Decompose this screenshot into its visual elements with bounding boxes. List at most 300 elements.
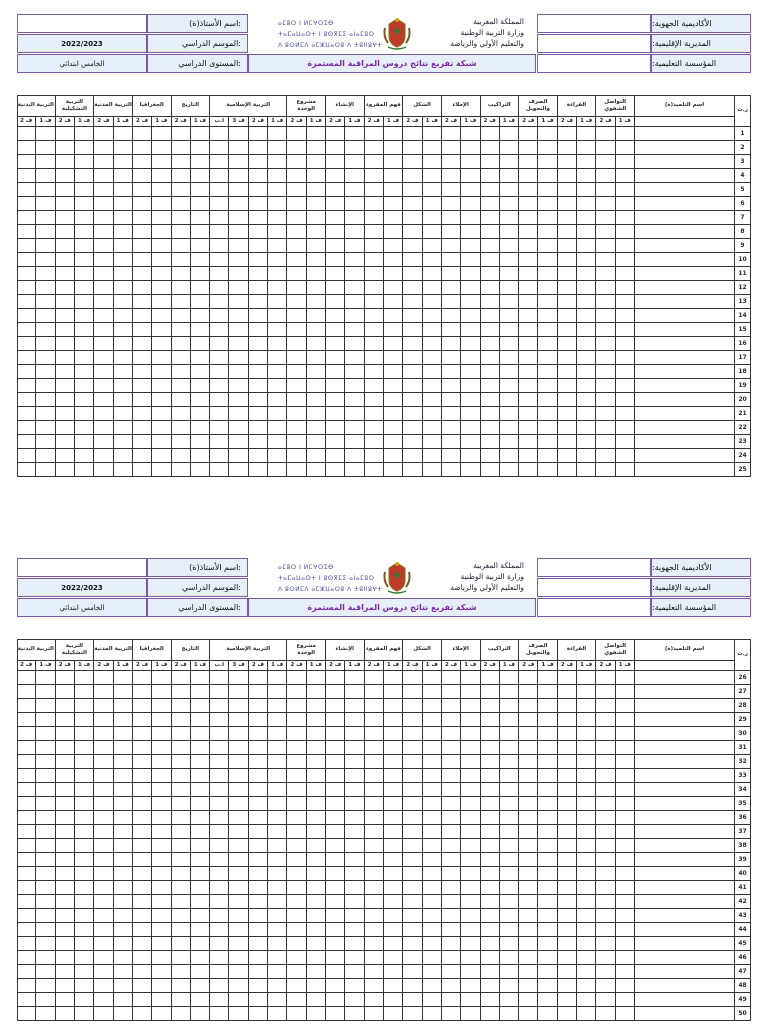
grade-cell[interactable] <box>152 267 171 281</box>
grade-cell[interactable] <box>442 727 461 741</box>
grade-cell[interactable] <box>558 923 577 937</box>
grade-cell[interactable] <box>210 449 229 463</box>
grade-cell[interactable] <box>133 141 152 155</box>
grade-cell[interactable] <box>345 169 364 183</box>
grade-cell[interactable] <box>307 839 326 853</box>
grade-cell[interactable] <box>56 825 75 839</box>
grade-cell[interactable] <box>461 309 480 323</box>
grade-cell[interactable] <box>345 239 364 253</box>
grade-cell[interactable] <box>17 895 36 909</box>
grade-cell[interactable] <box>210 197 229 211</box>
teacher-name-field[interactable] <box>17 14 147 33</box>
grade-cell[interactable] <box>442 937 461 951</box>
grade-cell[interactable] <box>384 923 403 937</box>
grade-cell[interactable] <box>616 825 635 839</box>
grade-cell[interactable] <box>249 435 268 449</box>
grade-cell[interactable] <box>403 881 422 895</box>
grade-cell[interactable] <box>94 839 113 853</box>
grade-cell[interactable] <box>481 825 500 839</box>
grade-cell[interactable] <box>365 295 384 309</box>
grade-cell[interactable] <box>538 741 557 755</box>
grade-cell[interactable] <box>538 685 557 699</box>
grade-cell[interactable] <box>403 1007 422 1021</box>
grade-cell[interactable] <box>191 267 210 281</box>
grade-cell[interactable] <box>538 309 557 323</box>
grade-cell[interactable] <box>345 685 364 699</box>
grade-cell[interactable] <box>577 239 596 253</box>
grade-cell[interactable] <box>307 853 326 867</box>
grade-cell[interactable] <box>133 421 152 435</box>
grade-cell[interactable] <box>152 951 171 965</box>
grade-cell[interactable] <box>229 993 248 1007</box>
grade-cell[interactable] <box>558 351 577 365</box>
grade-cell[interactable] <box>36 351 55 365</box>
grade-cell[interactable] <box>249 853 268 867</box>
grade-cell[interactable] <box>249 783 268 797</box>
grade-cell[interactable] <box>403 449 422 463</box>
grade-cell[interactable] <box>210 671 229 685</box>
grade-cell[interactable] <box>423 379 442 393</box>
grade-cell[interactable] <box>210 881 229 895</box>
grade-cell[interactable] <box>114 225 133 239</box>
grade-cell[interactable] <box>191 727 210 741</box>
grade-cell[interactable] <box>558 435 577 449</box>
grade-cell[interactable] <box>133 253 152 267</box>
grade-cell[interactable] <box>133 155 152 169</box>
grade-cell[interactable] <box>442 253 461 267</box>
grade-cell[interactable] <box>442 267 461 281</box>
grade-cell[interactable] <box>616 323 635 337</box>
grade-cell[interactable] <box>326 937 345 951</box>
grade-cell[interactable] <box>268 853 287 867</box>
grade-cell[interactable] <box>616 755 635 769</box>
grade-cell[interactable] <box>558 323 577 337</box>
grade-cell[interactable] <box>172 797 191 811</box>
grade-cell[interactable] <box>423 281 442 295</box>
grade-cell[interactable] <box>403 183 422 197</box>
student-name-cell[interactable] <box>635 449 735 463</box>
student-name-cell[interactable] <box>635 699 735 713</box>
student-name-cell[interactable] <box>635 881 735 895</box>
grade-cell[interactable] <box>75 169 94 183</box>
grade-cell[interactable] <box>326 155 345 169</box>
grade-cell[interactable] <box>403 393 422 407</box>
grade-cell[interactable] <box>172 1007 191 1021</box>
grade-cell[interactable] <box>519 699 538 713</box>
grade-cell[interactable] <box>152 211 171 225</box>
grade-cell[interactable] <box>133 407 152 421</box>
grade-cell[interactable] <box>461 699 480 713</box>
grade-cell[interactable] <box>307 435 326 449</box>
grade-cell[interactable] <box>56 239 75 253</box>
student-name-cell[interactable] <box>635 951 735 965</box>
grade-cell[interactable] <box>94 909 113 923</box>
grade-cell[interactable] <box>384 155 403 169</box>
grade-cell[interactable] <box>326 979 345 993</box>
grade-cell[interactable] <box>268 449 287 463</box>
grade-cell[interactable] <box>249 351 268 365</box>
grade-cell[interactable] <box>249 965 268 979</box>
grade-cell[interactable] <box>500 463 519 477</box>
grade-cell[interactable] <box>596 1007 615 1021</box>
grade-cell[interactable] <box>249 449 268 463</box>
grade-cell[interactable] <box>36 239 55 253</box>
grade-cell[interactable] <box>384 671 403 685</box>
grade-cell[interactable] <box>403 407 422 421</box>
grade-cell[interactable] <box>519 323 538 337</box>
grade-cell[interactable] <box>577 993 596 1007</box>
grade-cell[interactable] <box>365 351 384 365</box>
grade-cell[interactable] <box>538 993 557 1007</box>
grade-cell[interactable] <box>133 895 152 909</box>
grade-cell[interactable] <box>596 993 615 1007</box>
grade-cell[interactable] <box>210 337 229 351</box>
grade-cell[interactable] <box>287 351 306 365</box>
grade-cell[interactable] <box>307 727 326 741</box>
grade-cell[interactable] <box>423 755 442 769</box>
grade-cell[interactable] <box>75 895 94 909</box>
grade-cell[interactable] <box>461 169 480 183</box>
grade-cell[interactable] <box>500 295 519 309</box>
grade-cell[interactable] <box>577 253 596 267</box>
grade-cell[interactable] <box>596 825 615 839</box>
grade-cell[interactable] <box>36 393 55 407</box>
grade-cell[interactable] <box>229 183 248 197</box>
grade-cell[interactable] <box>423 853 442 867</box>
grade-cell[interactable] <box>442 839 461 853</box>
grade-cell[interactable] <box>210 993 229 1007</box>
grade-cell[interactable] <box>17 979 36 993</box>
grade-cell[interactable] <box>229 671 248 685</box>
student-name-cell[interactable] <box>635 797 735 811</box>
grade-cell[interactable] <box>36 797 55 811</box>
grade-cell[interactable] <box>519 337 538 351</box>
grade-cell[interactable] <box>500 435 519 449</box>
grade-cell[interactable] <box>365 197 384 211</box>
grade-cell[interactable] <box>519 979 538 993</box>
grade-cell[interactable] <box>210 713 229 727</box>
grade-cell[interactable] <box>114 267 133 281</box>
grade-cell[interactable] <box>616 783 635 797</box>
grade-cell[interactable] <box>596 239 615 253</box>
grade-cell[interactable] <box>249 267 268 281</box>
grade-cell[interactable] <box>249 281 268 295</box>
grade-cell[interactable] <box>287 671 306 685</box>
grade-cell[interactable] <box>210 769 229 783</box>
grade-cell[interactable] <box>442 965 461 979</box>
grade-cell[interactable] <box>326 797 345 811</box>
grade-cell[interactable] <box>307 811 326 825</box>
grade-cell[interactable] <box>249 463 268 477</box>
grade-cell[interactable] <box>558 881 577 895</box>
grade-cell[interactable] <box>538 225 557 239</box>
grade-cell[interactable] <box>616 379 635 393</box>
grade-cell[interactable] <box>191 797 210 811</box>
grade-cell[interactable] <box>481 421 500 435</box>
grade-cell[interactable] <box>56 379 75 393</box>
grade-cell[interactable] <box>229 351 248 365</box>
grade-cell[interactable] <box>481 867 500 881</box>
grade-cell[interactable] <box>210 267 229 281</box>
grade-cell[interactable] <box>36 365 55 379</box>
grade-cell[interactable] <box>538 253 557 267</box>
grade-cell[interactable] <box>56 755 75 769</box>
grade-cell[interactable] <box>17 141 36 155</box>
grade-cell[interactable] <box>114 993 133 1007</box>
grade-cell[interactable] <box>172 811 191 825</box>
grade-cell[interactable] <box>307 253 326 267</box>
grade-cell[interactable] <box>538 783 557 797</box>
grade-cell[interactable] <box>307 225 326 239</box>
grade-cell[interactable] <box>152 239 171 253</box>
grade-cell[interactable] <box>307 671 326 685</box>
grade-cell[interactable] <box>326 755 345 769</box>
grade-cell[interactable] <box>114 449 133 463</box>
grade-cell[interactable] <box>75 685 94 699</box>
grade-cell[interactable] <box>36 769 55 783</box>
grade-cell[interactable] <box>519 923 538 937</box>
grade-cell[interactable] <box>287 449 306 463</box>
grade-cell[interactable] <box>133 727 152 741</box>
student-name-cell[interactable] <box>635 713 735 727</box>
grade-cell[interactable] <box>36 267 55 281</box>
grade-cell[interactable] <box>133 351 152 365</box>
grade-cell[interactable] <box>326 463 345 477</box>
grade-cell[interactable] <box>172 881 191 895</box>
grade-cell[interactable] <box>133 183 152 197</box>
grade-cell[interactable] <box>36 1007 55 1021</box>
grade-cell[interactable] <box>17 671 36 685</box>
grade-cell[interactable] <box>384 197 403 211</box>
grade-cell[interactable] <box>616 769 635 783</box>
grade-cell[interactable] <box>17 309 36 323</box>
grade-cell[interactable] <box>287 211 306 225</box>
grade-cell[interactable] <box>36 895 55 909</box>
grade-cell[interactable] <box>94 365 113 379</box>
grade-cell[interactable] <box>229 923 248 937</box>
grade-cell[interactable] <box>423 699 442 713</box>
grade-cell[interactable] <box>114 783 133 797</box>
grade-cell[interactable] <box>384 267 403 281</box>
grade-cell[interactable] <box>442 993 461 1007</box>
student-name-cell[interactable] <box>635 211 735 225</box>
grade-cell[interactable] <box>326 435 345 449</box>
grade-cell[interactable] <box>384 393 403 407</box>
grade-cell[interactable] <box>287 797 306 811</box>
grade-cell[interactable] <box>538 155 557 169</box>
grade-cell[interactable] <box>36 825 55 839</box>
grade-cell[interactable] <box>481 895 500 909</box>
grade-cell[interactable] <box>519 1007 538 1021</box>
grade-cell[interactable] <box>172 253 191 267</box>
grade-cell[interactable] <box>616 839 635 853</box>
grade-cell[interactable] <box>616 225 635 239</box>
grade-cell[interactable] <box>229 323 248 337</box>
grade-cell[interactable] <box>403 239 422 253</box>
grade-cell[interactable] <box>326 351 345 365</box>
grade-cell[interactable] <box>577 867 596 881</box>
grade-cell[interactable] <box>268 909 287 923</box>
grade-cell[interactable] <box>345 211 364 225</box>
grade-cell[interactable] <box>133 1007 152 1021</box>
grade-cell[interactable] <box>152 351 171 365</box>
grade-cell[interactable] <box>616 337 635 351</box>
grade-cell[interactable] <box>519 769 538 783</box>
grade-cell[interactable] <box>326 309 345 323</box>
grade-cell[interactable] <box>461 225 480 239</box>
grade-cell[interactable] <box>596 895 615 909</box>
grade-cell[interactable] <box>365 881 384 895</box>
grade-cell[interactable] <box>152 685 171 699</box>
grade-cell[interactable] <box>210 435 229 449</box>
grade-cell[interactable] <box>596 379 615 393</box>
grade-cell[interactable] <box>56 155 75 169</box>
grade-cell[interactable] <box>172 923 191 937</box>
grade-cell[interactable] <box>461 127 480 141</box>
grade-cell[interactable] <box>461 211 480 225</box>
grade-cell[interactable] <box>229 281 248 295</box>
grade-cell[interactable] <box>229 141 248 155</box>
grade-cell[interactable] <box>403 267 422 281</box>
grade-cell[interactable] <box>17 435 36 449</box>
grade-cell[interactable] <box>538 183 557 197</box>
grade-cell[interactable] <box>384 295 403 309</box>
grade-cell[interactable] <box>75 141 94 155</box>
grade-cell[interactable] <box>94 881 113 895</box>
grade-cell[interactable] <box>596 699 615 713</box>
grade-cell[interactable] <box>596 881 615 895</box>
grade-cell[interactable] <box>229 839 248 853</box>
grade-cell[interactable] <box>365 909 384 923</box>
grade-cell[interactable] <box>36 169 55 183</box>
grade-cell[interactable] <box>75 421 94 435</box>
grade-cell[interactable] <box>461 379 480 393</box>
grade-cell[interactable] <box>500 393 519 407</box>
grade-cell[interactable] <box>596 685 615 699</box>
grade-cell[interactable] <box>558 741 577 755</box>
grade-cell[interactable] <box>75 183 94 197</box>
grade-cell[interactable] <box>94 671 113 685</box>
grade-cell[interactable] <box>403 323 422 337</box>
grade-cell[interactable] <box>558 1007 577 1021</box>
grade-cell[interactable] <box>481 253 500 267</box>
grade-cell[interactable] <box>94 239 113 253</box>
grade-cell[interactable] <box>384 797 403 811</box>
grade-cell[interactable] <box>17 755 36 769</box>
grade-cell[interactable] <box>384 309 403 323</box>
grade-cell[interactable] <box>249 295 268 309</box>
grade-cell[interactable] <box>384 127 403 141</box>
grade-cell[interactable] <box>481 755 500 769</box>
grade-cell[interactable] <box>326 127 345 141</box>
grade-cell[interactable] <box>596 197 615 211</box>
grade-cell[interactable] <box>365 463 384 477</box>
grade-cell[interactable] <box>403 825 422 839</box>
grade-cell[interactable] <box>249 141 268 155</box>
grade-cell[interactable] <box>17 225 36 239</box>
grade-cell[interactable] <box>481 169 500 183</box>
grade-cell[interactable] <box>36 449 55 463</box>
grade-cell[interactable] <box>268 979 287 993</box>
grade-cell[interactable] <box>403 685 422 699</box>
grade-cell[interactable] <box>191 365 210 379</box>
grade-cell[interactable] <box>577 155 596 169</box>
grade-cell[interactable] <box>519 127 538 141</box>
grade-cell[interactable] <box>56 713 75 727</box>
grade-cell[interactable] <box>481 727 500 741</box>
grade-cell[interactable] <box>558 155 577 169</box>
grade-cell[interactable] <box>616 351 635 365</box>
grade-cell[interactable] <box>519 225 538 239</box>
grade-cell[interactable] <box>326 825 345 839</box>
grade-cell[interactable] <box>403 337 422 351</box>
grade-cell[interactable] <box>616 867 635 881</box>
grade-cell[interactable] <box>326 783 345 797</box>
grade-cell[interactable] <box>307 323 326 337</box>
grade-cell[interactable] <box>56 421 75 435</box>
grade-cell[interactable] <box>17 909 36 923</box>
grade-cell[interactable] <box>191 699 210 713</box>
grade-cell[interactable] <box>152 811 171 825</box>
grade-cell[interactable] <box>36 225 55 239</box>
grade-cell[interactable] <box>287 769 306 783</box>
grade-cell[interactable] <box>461 463 480 477</box>
grade-cell[interactable] <box>461 155 480 169</box>
grade-cell[interactable] <box>461 909 480 923</box>
grade-cell[interactable] <box>384 253 403 267</box>
grade-cell[interactable] <box>423 435 442 449</box>
grade-cell[interactable] <box>519 755 538 769</box>
grade-cell[interactable] <box>307 937 326 951</box>
grade-cell[interactable] <box>191 881 210 895</box>
grade-cell[interactable] <box>114 1007 133 1021</box>
grade-cell[interactable] <box>36 379 55 393</box>
grade-cell[interactable] <box>403 127 422 141</box>
grade-cell[interactable] <box>403 211 422 225</box>
grade-cell[interactable] <box>500 853 519 867</box>
grade-cell[interactable] <box>365 755 384 769</box>
grade-cell[interactable] <box>114 839 133 853</box>
grade-cell[interactable] <box>56 979 75 993</box>
grade-cell[interactable] <box>365 713 384 727</box>
grade-cell[interactable] <box>133 127 152 141</box>
grade-cell[interactable] <box>365 393 384 407</box>
grade-cell[interactable] <box>365 281 384 295</box>
grade-cell[interactable] <box>365 1007 384 1021</box>
grade-cell[interactable] <box>152 155 171 169</box>
grade-cell[interactable] <box>268 141 287 155</box>
grade-cell[interactable] <box>442 155 461 169</box>
grade-cell[interactable] <box>307 685 326 699</box>
grade-cell[interactable] <box>442 755 461 769</box>
grade-cell[interactable] <box>210 169 229 183</box>
grade-cell[interactable] <box>616 435 635 449</box>
grade-cell[interactable] <box>384 825 403 839</box>
grade-cell[interactable] <box>384 183 403 197</box>
grade-cell[interactable] <box>519 435 538 449</box>
grade-cell[interactable] <box>461 853 480 867</box>
grade-cell[interactable] <box>403 351 422 365</box>
grade-cell[interactable] <box>384 225 403 239</box>
grade-cell[interactable] <box>287 1007 306 1021</box>
grade-cell[interactable] <box>249 937 268 951</box>
grade-cell[interactable] <box>423 141 442 155</box>
grade-cell[interactable] <box>423 365 442 379</box>
grade-cell[interactable] <box>172 713 191 727</box>
grade-cell[interactable] <box>229 713 248 727</box>
grade-cell[interactable] <box>172 895 191 909</box>
grade-cell[interactable] <box>500 281 519 295</box>
